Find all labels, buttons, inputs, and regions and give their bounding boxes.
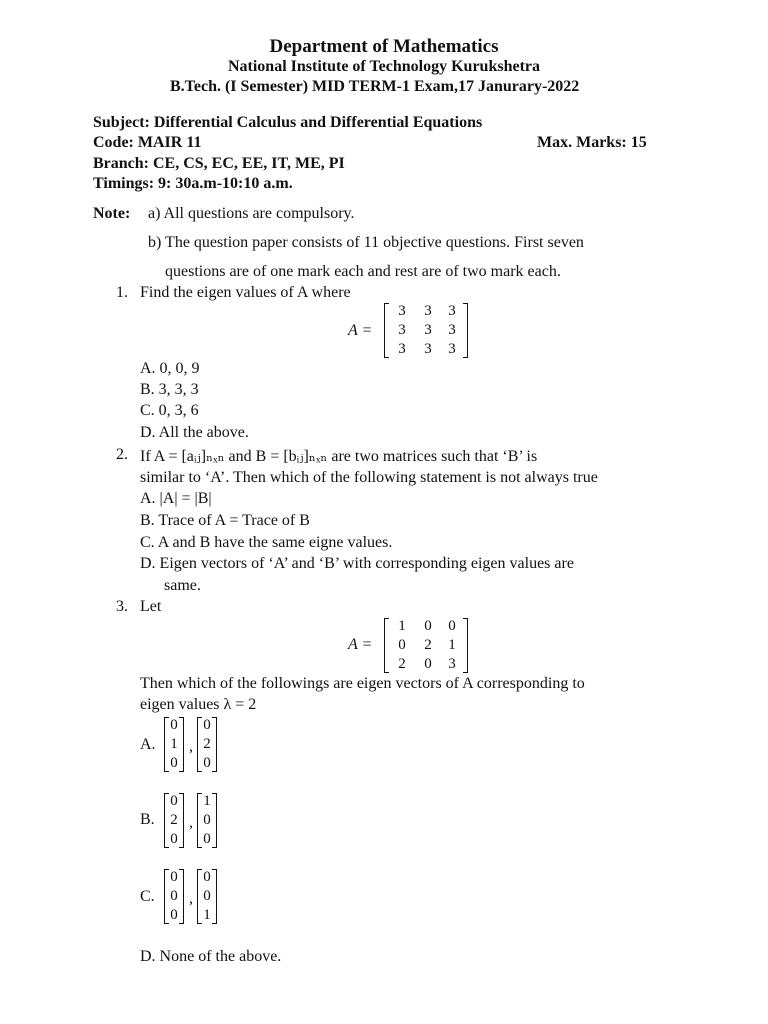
- vector-cell: 0: [203, 812, 211, 828]
- q1-option-a: A. 0, 0, 9: [140, 360, 200, 377]
- vector-cell: 0: [203, 869, 211, 885]
- q1-option-d: D. All the above.: [140, 424, 249, 441]
- matrix-cell: 2: [424, 637, 432, 653]
- matrix-cell: 3: [398, 303, 406, 319]
- q2-option-b: B. Trace of A = Trace of B: [140, 512, 310, 529]
- q2-line1: If A = [aᵢⱼ]ₙₓₙ and B = [bᵢⱼ]ₙₓₙ are two matrices such that ‘B’ is: [140, 448, 538, 465]
- q1-option-b: B. 3, 3, 3: [140, 381, 199, 398]
- q3-option-b-vector1: [164, 792, 184, 849]
- matrix-cell: 3: [424, 322, 432, 338]
- q3-option-a-label: A.: [140, 736, 156, 753]
- exam-title: B.Tech. (I Semester) MID TERM-1 Exam,17 Janurary-2022: [170, 78, 580, 95]
- vector-cell: 0: [170, 869, 178, 885]
- matrix-cell: 0: [448, 618, 456, 634]
- q2-option-c: C. A and B have the same eigne values.: [140, 534, 393, 551]
- matrix-cell: 3: [448, 341, 456, 357]
- matrix-cell: 3: [398, 322, 406, 338]
- vector-cell: 2: [203, 736, 211, 752]
- matrix-cell: 3: [424, 341, 432, 357]
- q3-option-a-comma: ,: [189, 738, 193, 755]
- max-marks: Max. Marks: 15: [537, 134, 647, 151]
- vector-cell: 0: [170, 831, 178, 847]
- q2-option-a: A. |A| = |B|: [140, 490, 212, 507]
- q3-matrix-lhs: A =: [348, 636, 373, 653]
- matrix-cell: 3: [398, 341, 406, 357]
- note-a: a) All questions are compulsory.: [148, 205, 355, 222]
- q1-text: Find the eigen values of A where: [140, 284, 351, 301]
- q2-option-d-cont: same.: [164, 577, 201, 594]
- vector-cell: 0: [170, 888, 178, 904]
- q1-matrix-lhs: A =: [348, 322, 373, 339]
- q3-line1: Then which of the followings are eigen vectors of A corresponding to: [140, 675, 585, 692]
- q3-option-a-vector2: [197, 716, 217, 773]
- q3-option-c-vector1: [164, 868, 184, 925]
- q3-option-c-label: C.: [140, 888, 155, 905]
- matrix-cell: 3: [448, 322, 456, 338]
- vector-cell: 0: [203, 717, 211, 733]
- vector-cell: 0: [170, 793, 178, 809]
- institute-name: National Institute of Technology Kurukshetra: [227, 58, 541, 75]
- q3-option-b-comma: ,: [189, 814, 193, 831]
- matrix-cell: 1: [448, 637, 456, 653]
- q2-line2: similar to ‘A’. Then which of the following statement is not always true: [140, 469, 598, 486]
- note-label: Note:: [93, 205, 131, 222]
- vector-cell: 0: [203, 831, 211, 847]
- matrix-cell: 2: [398, 656, 406, 672]
- timings-line: Timings: 9: 30a.m-10:10 a.m.: [93, 175, 293, 192]
- q1-matrix: [384, 302, 468, 359]
- vector-cell: 2: [170, 812, 178, 828]
- subject-line: Subject: Differential Calculus and Differential Equations: [93, 114, 483, 131]
- q3-matrix: [384, 617, 468, 674]
- matrix-cell: 3: [448, 656, 456, 672]
- q3-option-b-vector2: [197, 792, 217, 849]
- q2-number: 2.: [116, 446, 128, 463]
- vector-cell: 0: [170, 907, 178, 923]
- note-b-line1: b) The question paper consists of 11 objective questions. First seven: [148, 234, 584, 251]
- vector-cell: 1: [203, 793, 211, 809]
- matrix-cell: 3: [448, 303, 456, 319]
- matrix-cell: 0: [398, 637, 406, 653]
- q3-option-c-vector2: [197, 868, 217, 925]
- q1-option-c: C. 0, 3, 6: [140, 402, 199, 419]
- code-line: Code: MAIR 11: [93, 134, 202, 151]
- matrix-cell: 1: [398, 618, 406, 634]
- q3-option-c-comma: ,: [189, 890, 193, 907]
- matrix-cell: 3: [424, 303, 432, 319]
- q3-option-b-label: B.: [140, 811, 155, 828]
- department-title: Department of Mathematics: [269, 36, 499, 57]
- vector-cell: 1: [203, 907, 211, 923]
- vector-cell: 0: [203, 755, 211, 771]
- q3-number: 3.: [116, 598, 128, 615]
- branch-line: Branch: CE, CS, EC, EE, IT, ME, PI: [93, 155, 345, 172]
- q3-option-a-vector1: [164, 716, 184, 773]
- vector-cell: 1: [170, 736, 178, 752]
- matrix-cell: 0: [424, 618, 432, 634]
- matrix-cell: 0: [424, 656, 432, 672]
- vector-cell: 0: [170, 717, 178, 733]
- note-b-line2: questions are of one mark each and rest are of two mark each.: [165, 263, 561, 280]
- vector-cell: 0: [203, 888, 211, 904]
- q3-text: Let: [140, 598, 162, 615]
- vector-cell: 0: [170, 755, 178, 771]
- q2-option-d: D. Eigen vectors of ‘A’ and ‘B’ with corresponding eigen values are: [140, 555, 574, 572]
- q3-option-d: D. None of the above.: [140, 948, 282, 965]
- q3-line2: eigen values λ = 2: [140, 696, 257, 713]
- q1-number: 1.: [116, 284, 128, 301]
